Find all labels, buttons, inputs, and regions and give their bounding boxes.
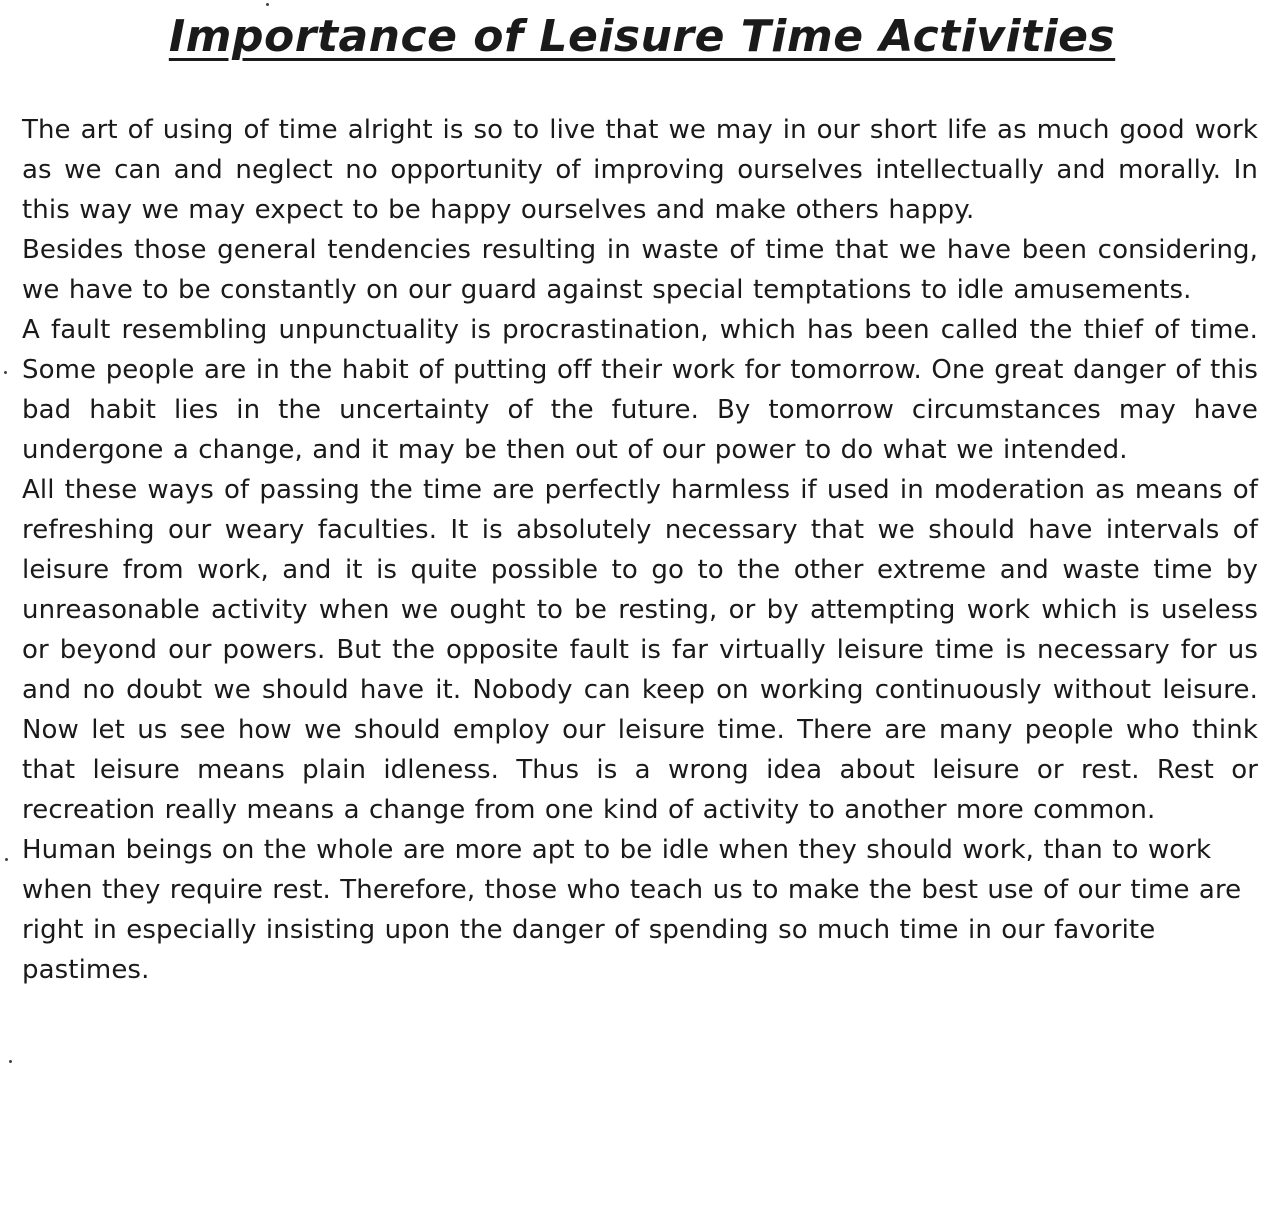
- document-title-text: Importance of Leisure Time Activities: [168, 11, 1116, 62]
- scan-speck: [9, 1060, 12, 1063]
- paragraph-2: Besides those general tendencies resulting in waste of time that we have been considering, we have to be constantly on our guard against special temptations to idle amusements.: [22, 235, 1258, 305]
- scan-speck: [4, 371, 7, 374]
- scan-speck: [5, 858, 8, 861]
- paragraph-5: Human beings on the whole are more apt to be idle when they should work, than to work when they require rest. Therefore, those who teach us to make the best use of our time are right in especially insisting upon the danger of spending so much time in our favorite pastimes.: [22, 835, 1242, 985]
- scan-speck: [266, 3, 269, 6]
- paragraph-3: A fault resembling unpunctuality is procrastination, which has been called the thief of time. Some people are in the habit of putting off their work for tomorrow. One great danger of this bad habit lies in the uncertainty of the future. By tomorrow circumstances may have undergone a change, and it may be then out of our power to do what we intended.: [22, 315, 1258, 465]
- document-body: [22, 110, 1258, 990]
- document-title: [0, 6, 1284, 68]
- paragraph-4: All these ways of passing the time are perfectly harmless if used in moderation as means of refreshing our weary faculties. It is absolutely necessary that we should have intervals of leisure from work, and it is quite possible to go to the other extreme and waste time by unreasonable activity when we ought to be resting, or by attempting work which is useless or beyond our powers. But the opposite fault is far virtually leisure time is necessary for us and no doubt we should have it. Nobody can keep on working continuously without leisure. Now let us see how we should employ our leisure time. There are many people who think that leisure means plain idleness. Thus is a wrong idea about leisure or rest. Rest or recreation really means a change from one kind of activity to another more common.: [22, 475, 1258, 825]
- paragraph-1: The art of using of time alright is so to live that we may in our short life as much good work as we can and neglect no opportunity of improving ourselves intellectually and morally. In this way we may expect to be happy ourselves and make others happy.: [22, 115, 1258, 225]
